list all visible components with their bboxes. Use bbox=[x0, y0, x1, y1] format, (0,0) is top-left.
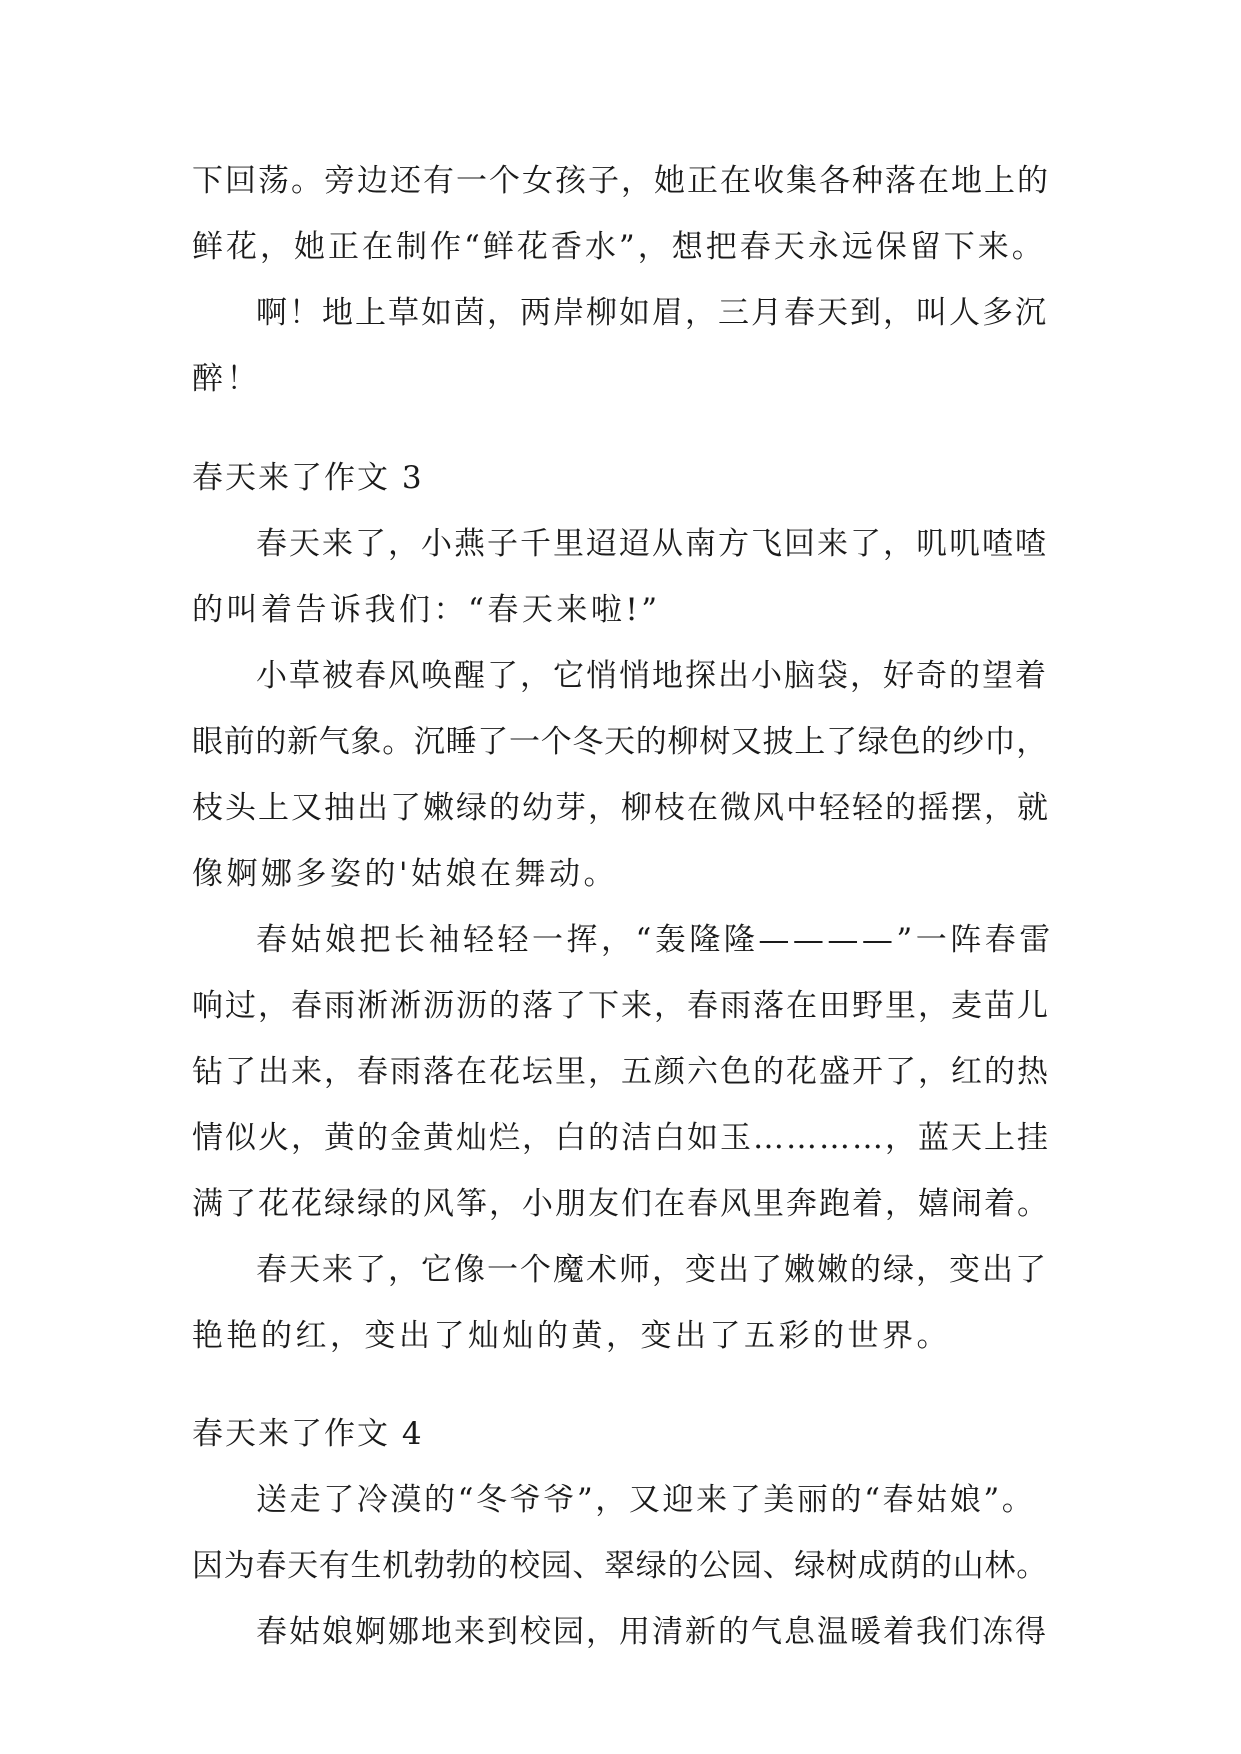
text-line: 像婀娜多姿的'姑娘在舞动。 bbox=[192, 856, 619, 892]
text-line: 情似火，黄的金黄灿烂，白的洁白如玉…………，蓝天上挂 bbox=[192, 1120, 1050, 1156]
section-heading-3: 春天来了作文 3 bbox=[192, 460, 424, 496]
text-line: 因为春天有生机勃勃的校园、翠绿的公园、绿树成荫的山林。 bbox=[192, 1548, 1048, 1584]
text-line: 眼前的新气象。沉睡了一个冬天的柳树又披上了绿色的纱巾， bbox=[192, 724, 1048, 760]
paragraph-start: 啊！地上草如茵，两岸柳如眉，三月春天到，叫人多沉 bbox=[256, 295, 1048, 331]
paragraph-start: 小草被春风唤醒了，它悄悄地探出小脑袋，好奇的望着 bbox=[256, 658, 1048, 694]
paragraph-start: 春姑娘婀娜地来到校园，用清新的气息温暖着我们冻得 bbox=[256, 1614, 1048, 1650]
text-line: 醉！ bbox=[192, 361, 261, 397]
paragraph-start: 送走了冷漠的“冬爷爷”，又迎来了美丽的“春姑娘”。 bbox=[256, 1482, 1036, 1518]
text-line: 响过，春雨淅淅沥沥的落了下来，春雨落在田野里，麦苗儿 bbox=[192, 988, 1050, 1024]
section-heading-4: 春天来了作文 4 bbox=[192, 1416, 424, 1452]
paragraph-start: 春天来了，它像一个魔术师，变出了嫩嫩的绿，变出了 bbox=[256, 1252, 1048, 1288]
text-line: 鲜花，她正在制作“鲜花香水”，想把春天永远保留下来。 bbox=[192, 229, 1046, 265]
text-line: 满了花花绿绿的风筝，小朋友们在春风里奔跑着，嬉闹着。 bbox=[192, 1186, 1050, 1222]
text-line: 钻了出来，春雨落在花坛里，五颜六色的花盛开了，红的热 bbox=[192, 1054, 1050, 1090]
paragraph-start: 春姑娘把长袖轻轻一挥，“轰隆隆————”一阵春雷 bbox=[256, 922, 1054, 958]
text-line: 的叫着告诉我们：“春天来啦!” bbox=[192, 592, 661, 628]
paragraph-start: 春天来了，小燕子千里迢迢从南方飞回来了，叽叽喳喳 bbox=[256, 526, 1048, 562]
text-line: 枝头上又抽出了嫩绿的幼芽，柳枝在微风中轻轻的摇摆，就 bbox=[192, 790, 1050, 826]
text-line: 下回荡。旁边还有一个女孩子，她正在收集各种落在地上的 bbox=[192, 163, 1050, 199]
text-line: 艳艳的红，变出了灿灿的黄，变出了五彩的世界。 bbox=[192, 1318, 951, 1354]
